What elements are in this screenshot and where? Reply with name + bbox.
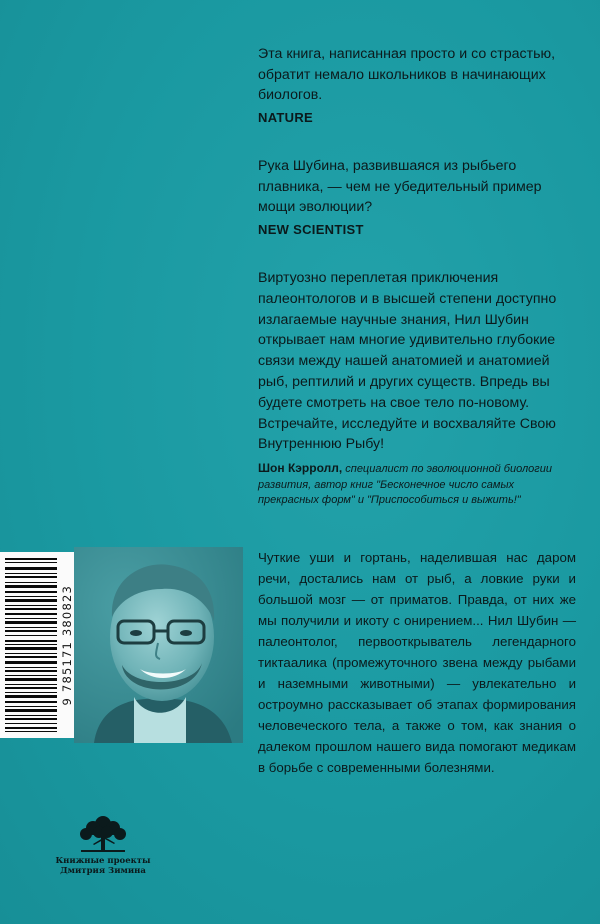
author-photo <box>74 547 243 743</box>
book-description: Чуткие уши и гортань, наделившая нас даром речи, достались нам от рыб, а ловкие руки и большой мозг — от приматов. Правда, от них же мы получили и икоту с онирением... Нил Шубин — палеонтолог, первооткрыватель легендарного тиктаалика (промежуточного звена между рыбами и наземными животными) — увлекательно и остроумно рассказывает об этапах формирования человеческого тела, а также о том, как знания о далеком прошлом нашего вида помогают медикам в борьбе с современными болезнями. <box>258 550 576 775</box>
publisher-name <box>48 856 158 876</box>
quote-text: Рука Шубина, развившаяся из рыбьего плавника, — чем не убедительный пример мощи эволюции? <box>258 158 542 215</box>
quote-source: NATURE <box>258 109 313 125</box>
quote-text: Эта книга, написанная просто и со страстью, обратит немало школьников в начинающих биологов. <box>258 46 556 103</box>
quote-source: NEW SCIENTIST <box>258 221 364 237</box>
review-quote-new-scientist <box>258 156 558 240</box>
endorsement-author-desc: специалист по эволюционной биологии развития, автор книг "Бесконечное число самых прекрасных форм" и "Приспособиться и выжить!" <box>258 463 552 507</box>
isbn-digits: 9 785171 380823 <box>59 584 74 706</box>
author-portrait-image <box>74 547 243 743</box>
endorsement-text: Виртуозно переплетая приключения палеонтологов и в высшей степени доступно излагаемые научные знания, Нил Шубин открывает нам многие удивительно глубокие связи между нашей анатомией и анатомией рыб, рептилий и других существ. Впредь вы будете смотреть на свое тело по-новому. Встречайте, исследуйте и восхваляйте Свою Внутреннюю Рыбу! <box>258 270 557 453</box>
tree-icon <box>75 814 131 854</box>
isbn-barcode <box>0 552 74 738</box>
endorsement-author: Шон Кэрролл, <box>258 461 343 476</box>
publisher-logo <box>48 814 158 876</box>
endorsement-quote <box>258 268 568 509</box>
publisher-line-2: Дмитрия Зимина <box>60 866 146 876</box>
review-quote-nature <box>258 44 558 128</box>
endorsement-attribution <box>258 461 568 509</box>
isbn-digits-wrap <box>59 552 74 738</box>
barcode-icon <box>2 552 60 738</box>
publisher-line-1: Книжные проекты <box>55 856 151 866</box>
